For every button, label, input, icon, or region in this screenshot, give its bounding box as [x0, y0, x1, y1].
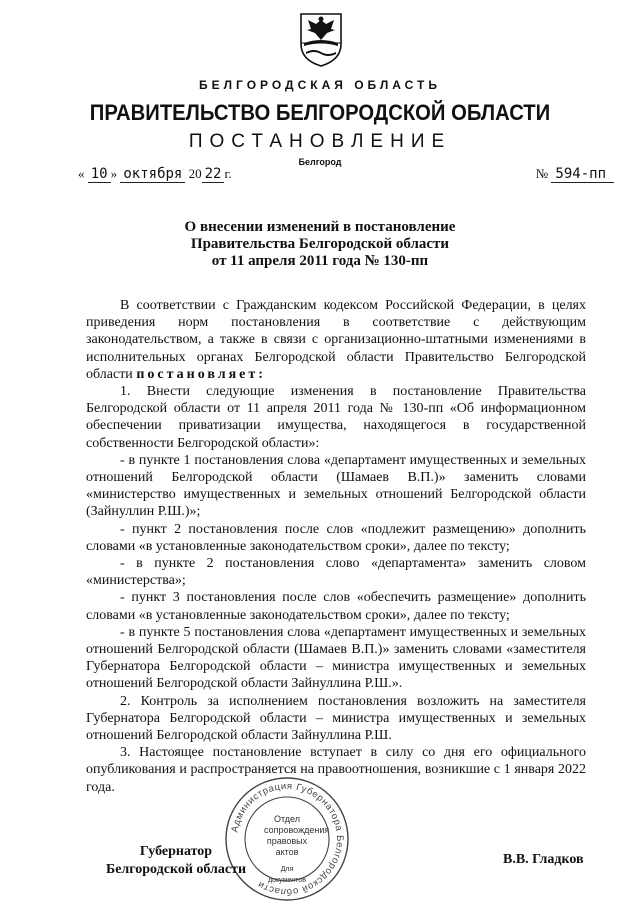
stamp-ring-text: Администрация Губернатора Белгородской области	[229, 780, 346, 898]
signatory-name: В.В. Гладков	[503, 852, 584, 867]
position-line: Губернатор	[139, 844, 213, 859]
stamp-bottom: Для документов	[268, 866, 306, 884]
bullet-paragraph: - в пункте 5 постановления слова «департамент имущественных и земельных отношений Белгородской области (Шамаев В.П.)» заменить словами «заместителя Губернатора Белгородской области – министра имущественных и земельных отношений Белгородской области Зайнуллина Р.Ш.».	[86, 624, 586, 692]
stamp-line: сопровождения	[264, 825, 330, 835]
document-title	[0, 219, 640, 270]
date-month: октября	[120, 166, 185, 183]
bullet-paragraph: - в пункте 2 постановления слово «департамента» заменить словом «министерства»;	[86, 556, 586, 589]
position-line: Белгородской области	[105, 862, 247, 877]
stamp-line: правовых	[266, 836, 308, 846]
intro-paragraph	[86, 297, 586, 383]
item-3-paragraph: 3. Настоящее постановление вступает в силу со дня его официального опубликования и распространяется на правоотношения, возникшие с 1 января 2022 года.	[86, 745, 586, 795]
bullet-paragraph: - в пункте 1 постановления слова «департамент имущественных и земельных отношений Белгородской области (Шамаев В.П.)» заменить словами «министерство имущественных и земельных отношений Белгородской области (Зайнуллин Р.Ш.)»;	[86, 452, 586, 520]
title-line: О внесении изменений в постановление	[184, 219, 456, 235]
signatory-position	[86, 843, 266, 879]
date-year-prefix: 20	[188, 166, 202, 181]
document-number	[536, 166, 614, 182]
item-2-paragraph: 2. Контроль за исполнением постановления возложить на заместителя Губернатора Белгородской области – министра имущественных и земельных отношений Белгородской области Зайнуллина Р.Ш.	[86, 693, 586, 744]
document-type: ПОСТАНОВЛЕНИЕ	[188, 131, 452, 152]
bullet-paragraph: - пункт 2 постановления после слов «подлежит размещению» дополнить словами «в установленные законодательством сроки», далее по тексту;	[86, 521, 586, 554]
document-date	[78, 166, 232, 182]
coat-of-arms-emblem	[298, 10, 344, 68]
number-label: №	[535, 166, 549, 181]
date-year-suffix: 22	[202, 166, 225, 183]
stamp-center-text	[264, 814, 330, 886]
government-title: ПРАВИТЕЛЬСТВО БЕЛГОРОДСКОЙ ОБЛАСТИ	[89, 100, 551, 125]
stamp-line: Отдел	[273, 814, 301, 824]
date-quote-open: «	[78, 166, 85, 181]
region-name: БЕЛГОРОДСКАЯ ОБЛАСТЬ	[199, 78, 441, 92]
city-label: Белгород	[298, 157, 342, 167]
document-body	[86, 297, 586, 796]
date-year-g: г.	[224, 166, 232, 181]
intro-text: В соответствии с Гражданским кодексом Российской Федерации, в целях приведения норм постановления в соответствие с действующим законодательством, а также в связи с организационно-штатными изменениями в исполнительных органах Белгородской области Правительство Белгородской области	[86, 298, 586, 382]
number-value: 594-пп	[551, 166, 614, 183]
title-line: от 11 апреля 2011 года № 130-пп	[211, 253, 429, 269]
decides-word: постановляет:	[136, 366, 266, 382]
date-day: 10	[88, 166, 111, 183]
title-line: Правительства Белгородской области	[190, 236, 450, 252]
stamp-line: актов	[275, 847, 299, 857]
bullet-paragraph: - пункт 3 постановления после слов «обеспечить размещение» дополнить словами «в установленные законодательством сроки», далее по тексту;	[86, 590, 586, 623]
item-1-paragraph: 1. Внести следующие изменения в постановление Правительства Белгородской области от 11 апреля 2011 года № 130-пп «Об информационном обеспечении приватизации имущества, находящегося в государственной собственности Белгородской области»:	[86, 384, 586, 451]
date-quote-close: »	[110, 166, 118, 181]
